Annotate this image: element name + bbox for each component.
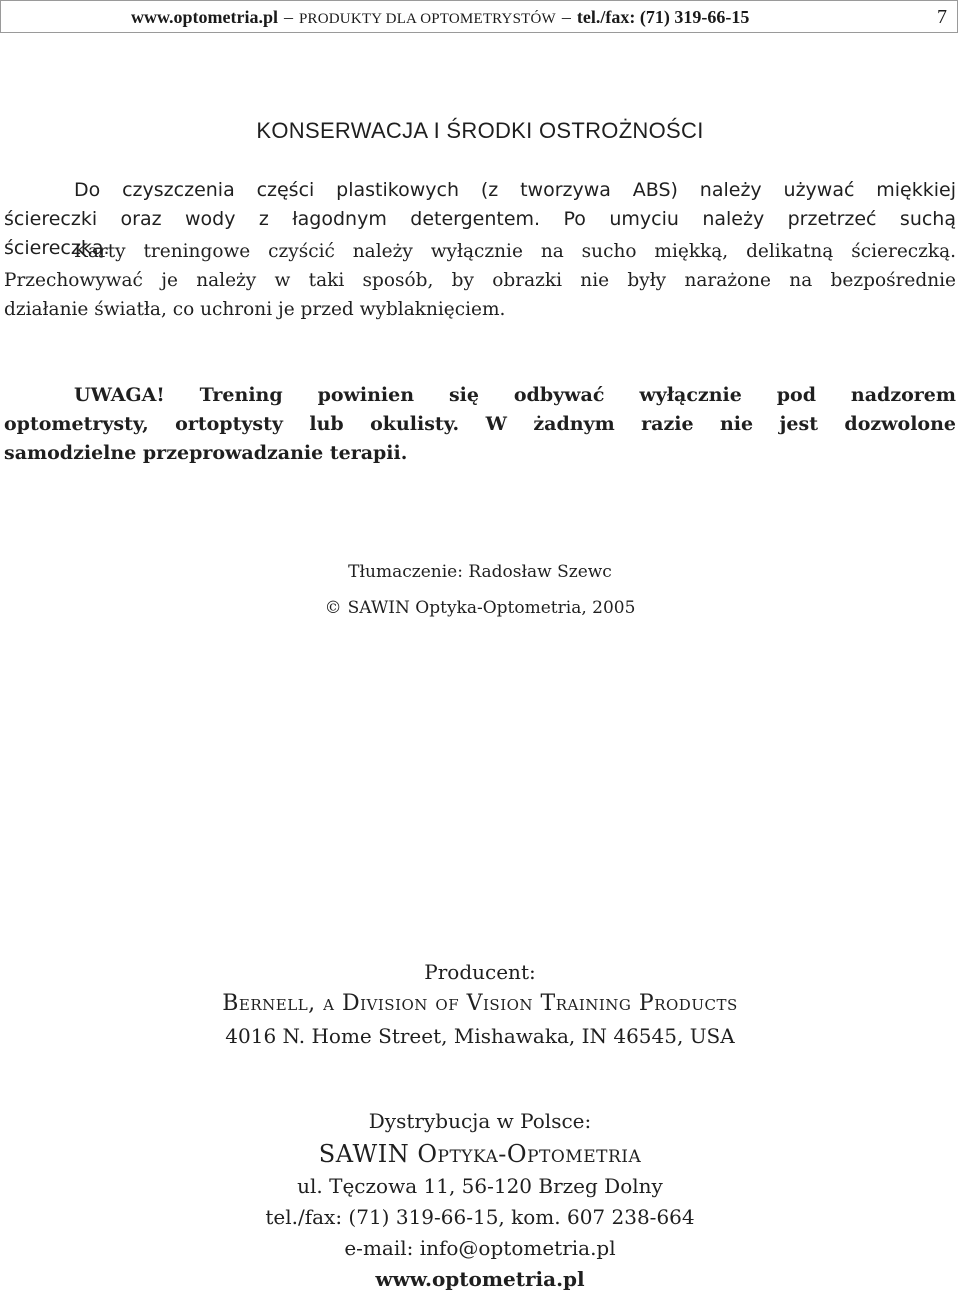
header-dash: – [284,7,293,27]
distribution-street: ul. Tęczowa 11, 56-120 Brzeg Dolny [297,1174,663,1198]
copyright-text: SAWIN Optyka-Optometria, 2005 [347,598,636,618]
page-header [0,0,958,33]
translation-credit: Tłumaczenie: Radosław Szewc [348,562,612,582]
paragraph-line: ściereczką. [4,237,110,259]
producer-address: 4016 N. Home Street, Mishawaka, IN 46545, USA [225,1024,735,1048]
producer-company: Bernell, a Division of Vision Training Products [222,991,738,1016]
header-dash: – [561,7,571,27]
header-website: www.optometria.pl [131,7,278,27]
paragraph-line: działanie światła, co uchroni je przed wyblaknięciem. [4,299,506,320]
section-title: KONSERWACJA I ŚRODKI OSTROŻNOŚCI [256,118,704,143]
producer-block [0,956,960,1052]
page-number: 7 [937,6,947,28]
paragraph-storage [4,237,956,324]
distribution-phone: tel./fax: (71) 319-66-15, kom. 607 238-664 [265,1205,695,1229]
warning-paragraph [4,381,956,468]
warning-line: UWAGA! Trening powinien się odbywać wyłącznie pod nadzorem [74,384,956,406]
paragraph-line: ściereczki oraz wody z łagodnym detergentem. Po umyciu należy przetrzeć suchą [4,208,956,230]
header-phone: tel./fax: (71) 319-66-15 [576,7,750,27]
credits-block [0,554,960,626]
warning-line: optometrysty, ortoptysty lub okulisty. W żadnym razie nie jest dozwolone [4,413,956,435]
copyright-line [0,590,960,626]
distribution-website: www.optometria.pl [375,1267,585,1291]
distribution-email: e-mail: info@optometria.pl [344,1236,616,1260]
distribution-company: SAWIN Optyka-Optometria [318,1140,642,1168]
paragraph-line: Karty treningowe czyścić należy wyłącznie na sucho miękką, delikatną ściereczką. [74,241,956,262]
header-line [131,7,749,28]
producer-label: Producent: [424,960,536,984]
distribution-label: Dystrybucja w Polsce: [368,1109,592,1133]
distribution-block [0,1106,960,1295]
warning-line: samodzielne przeprowadzanie terapii. [4,442,408,464]
paragraph-line: Do czyszczenia części plastikowych (z tworzywa ABS) należy używać miękkiej [74,179,956,201]
copyright-icon: © [324,598,342,618]
header-category: PRODUKTY DLA OPTOMETRYSTÓW [299,11,556,27]
paragraph-line: Przechowywać je należy w taki sposób, by obrazki nie były narażone na bezpośrednie [4,270,956,291]
